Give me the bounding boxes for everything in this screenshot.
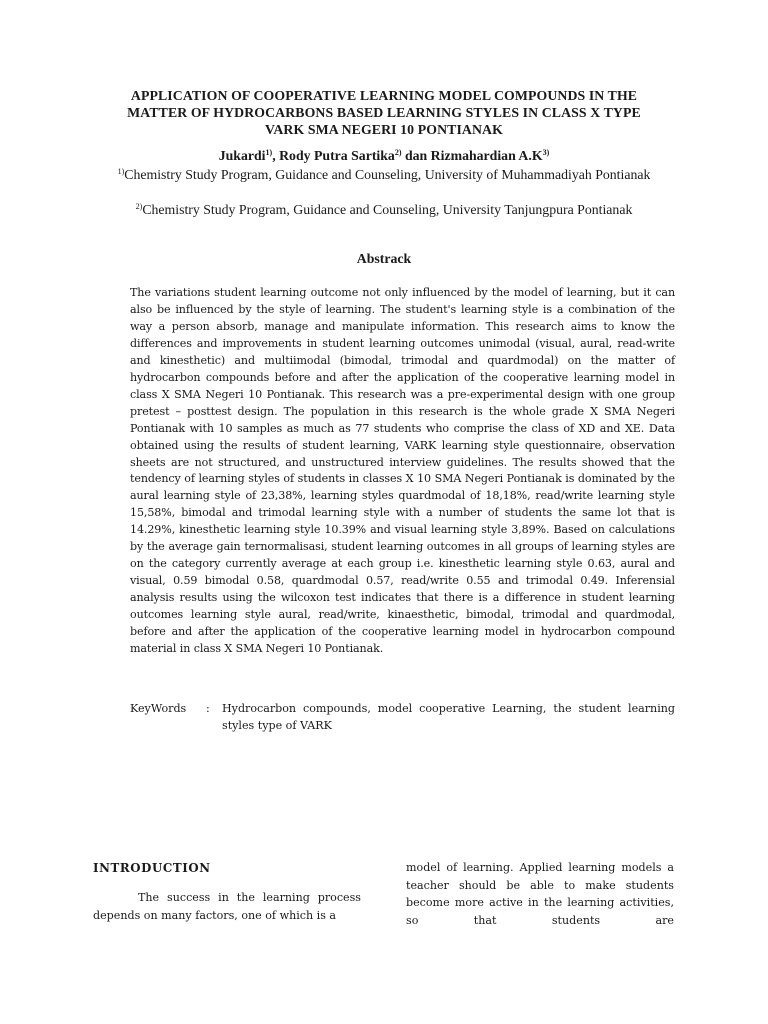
affiliation-mark: 1)	[265, 148, 273, 157]
keywords-label: KeyWords	[130, 702, 187, 715]
author-name: Jukardi	[218, 148, 266, 163]
affiliation-text: Chemistry Study Program, Guidance and Counseling, University Tanjungpura Pontianak	[142, 202, 633, 217]
affiliation-mark: 1)	[117, 167, 125, 176]
author-name: , Rody Putra Sartika	[272, 148, 395, 163]
introduction-left-column: The success in the learning process depends on many factors, one of which is a	[93, 891, 361, 922]
abstract-heading: Abstrack	[356, 251, 412, 266]
paper-title: APPLICATION OF COOPERATIVE LEARNING MODEL COMPOUNDS IN THE MATTER OF HYDROCARBONS BASED LEARNING STYLES IN CLASS X TYPE VARK SMA NEGERI 10 PONTIANAK	[127, 88, 641, 137]
affiliation-text: Chemistry Study Program, Guidance and Counseling, University of Muhammadiyah Pontianak	[124, 167, 651, 182]
keywords-separator: :	[206, 702, 210, 715]
affiliation-mark: 3)	[542, 148, 550, 157]
abstract-body: The variations student learning outcome not only influenced by the model of learning, but it can also be influenced by the style of learning. The student's learning style is a combination of the way a person absorb, manage and manipulate information. This research aims to know the differences and improvements in student learning outcomes unimodal (visual, aural, read-write and kinesthetic) and multiimodal (bimodal, trimodal and quardmodal) on the matter of hydrocarbon compounds before and after the application of the cooperative learning model in class X SMA Negeri 10 Pontianak. This research was a pre-experimental design with one group pretest – posttest design. The population in this research is the whole grade X SMA Negeri Pontianak with 10 samples as much as 77 students who comprise the class of XD and XE. Data obtained using the results of student learning, VARK learning style questionnaire, observation sheets are not structured, and unstructured interview guidelines. The results showed that the tendency of learning styles of students in classes X 10 SMA Negeri Pontianak is dominated by the aural learning style of 23,38%, learning styles quardmodal of 18,18%, read/write learning style 15,58%, bimodal and trimodal learning style with a number of students the same lot that is 14.29%, kinesthetic learning style 10.39% and visual learning style 3,89%. Based on calculations by the average gain ternormalisasi, student learning outcomes in all groups of learning styles are on the category currently average at each group i.e. kinesthetic learning style 0.63, aural and visual, 0.59 bimodal 0.58, quardmodal 0.57, read/write 0.55 and trimodal 0.49. Inferensial analysis results using the wilcoxon test indicates that there is a difference in student learning outcomes learning style aural, read/write, kinaesthetic, bimodal, trimodal and quardmodal, before and after the application of the cooperative learning model in hydrocarbon compound material in class X SMA Negeri 10 Pontianak.	[130, 286, 675, 656]
author-line	[110, 147, 658, 164]
introduction-right-column: model of learning. Applied learning models a teacher should be able to make students become more active in the learning activities, so that students are	[406, 861, 674, 927]
affiliation-mark: 2)	[135, 202, 143, 211]
author-name: dan Rizmahardian A.K	[401, 148, 543, 163]
affiliation-2	[110, 201, 658, 219]
keywords-text: Hydrocarbon compounds, model cooperative Learning, the student learning styles type of VARK	[222, 702, 675, 732]
introduction-heading: INTRODUCTION	[93, 861, 211, 875]
affiliation-mark: 2)	[394, 148, 402, 157]
affiliation-1	[110, 166, 658, 184]
